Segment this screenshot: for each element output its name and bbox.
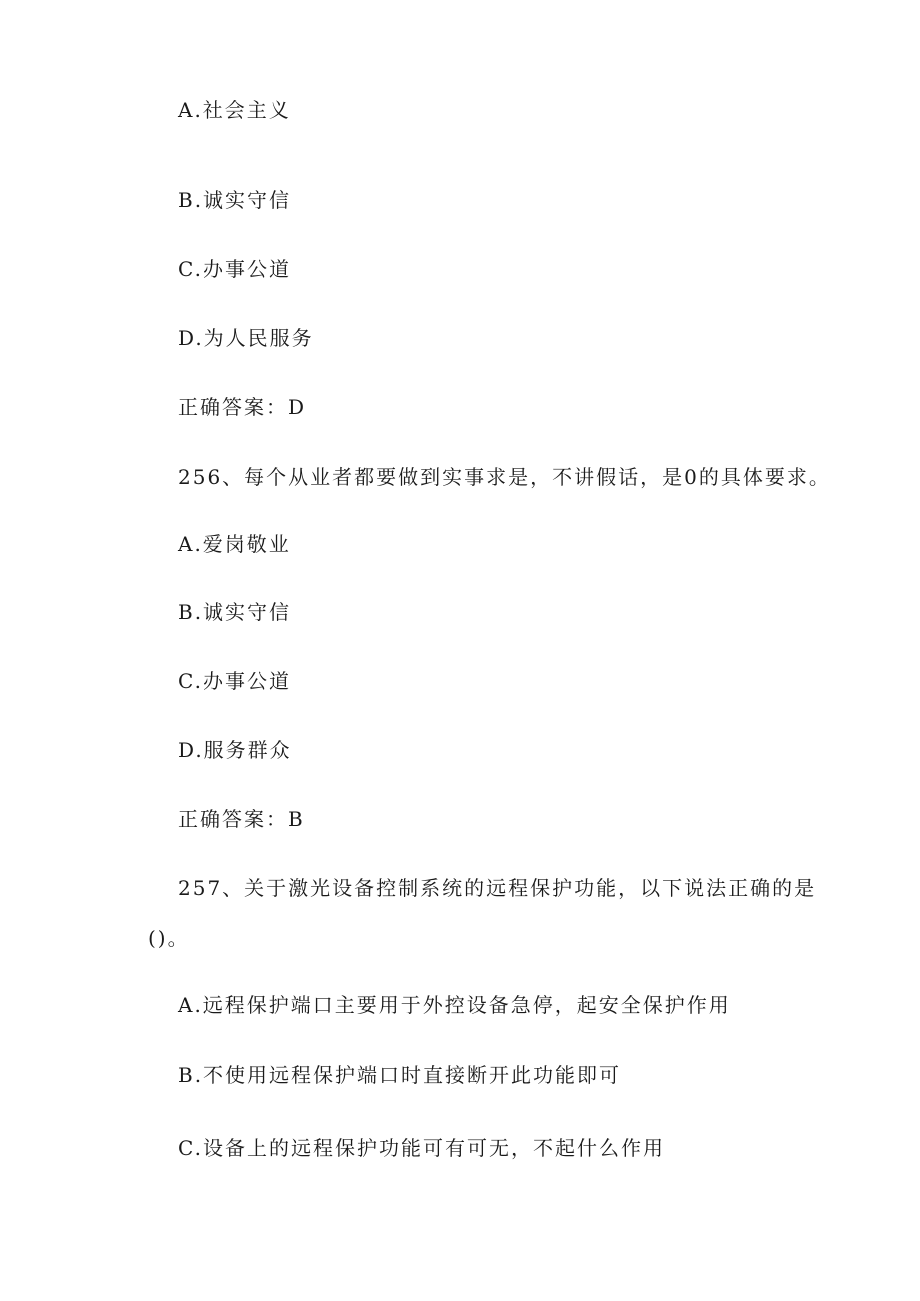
answer: 正确答案：B	[178, 807, 305, 831]
option-c: C.办事公道	[178, 669, 291, 693]
question-257-line2: ()。	[148, 926, 190, 950]
option-c: C.设备上的远程保护功能可有可无，不起什么作用	[178, 1136, 665, 1160]
option-d: D.为人民服务	[178, 326, 314, 350]
option-a: A.远程保护端口主要用于外控设备急停，起安全保护作用	[178, 993, 731, 1017]
answer: 正确答案：D	[178, 395, 307, 419]
option-d: D.服务群众	[178, 738, 292, 762]
option-c: C.办事公道	[178, 257, 291, 281]
option-a: A.爱岗敬业	[178, 532, 291, 556]
option-b: B.诚实守信	[178, 600, 292, 624]
option-b: B.诚实守信	[178, 188, 292, 212]
question-257-line1: 257、关于激光设备控制系统的远程保护功能，以下说法正确的是	[178, 876, 817, 900]
option-a: A.社会主义	[178, 98, 291, 122]
option-b: B.不使用远程保护端口时直接断开此功能即可	[178, 1063, 622, 1087]
question-256: 256、每个从业者都要做到实事求是，不讲假话，是0的具体要求。	[178, 465, 831, 489]
